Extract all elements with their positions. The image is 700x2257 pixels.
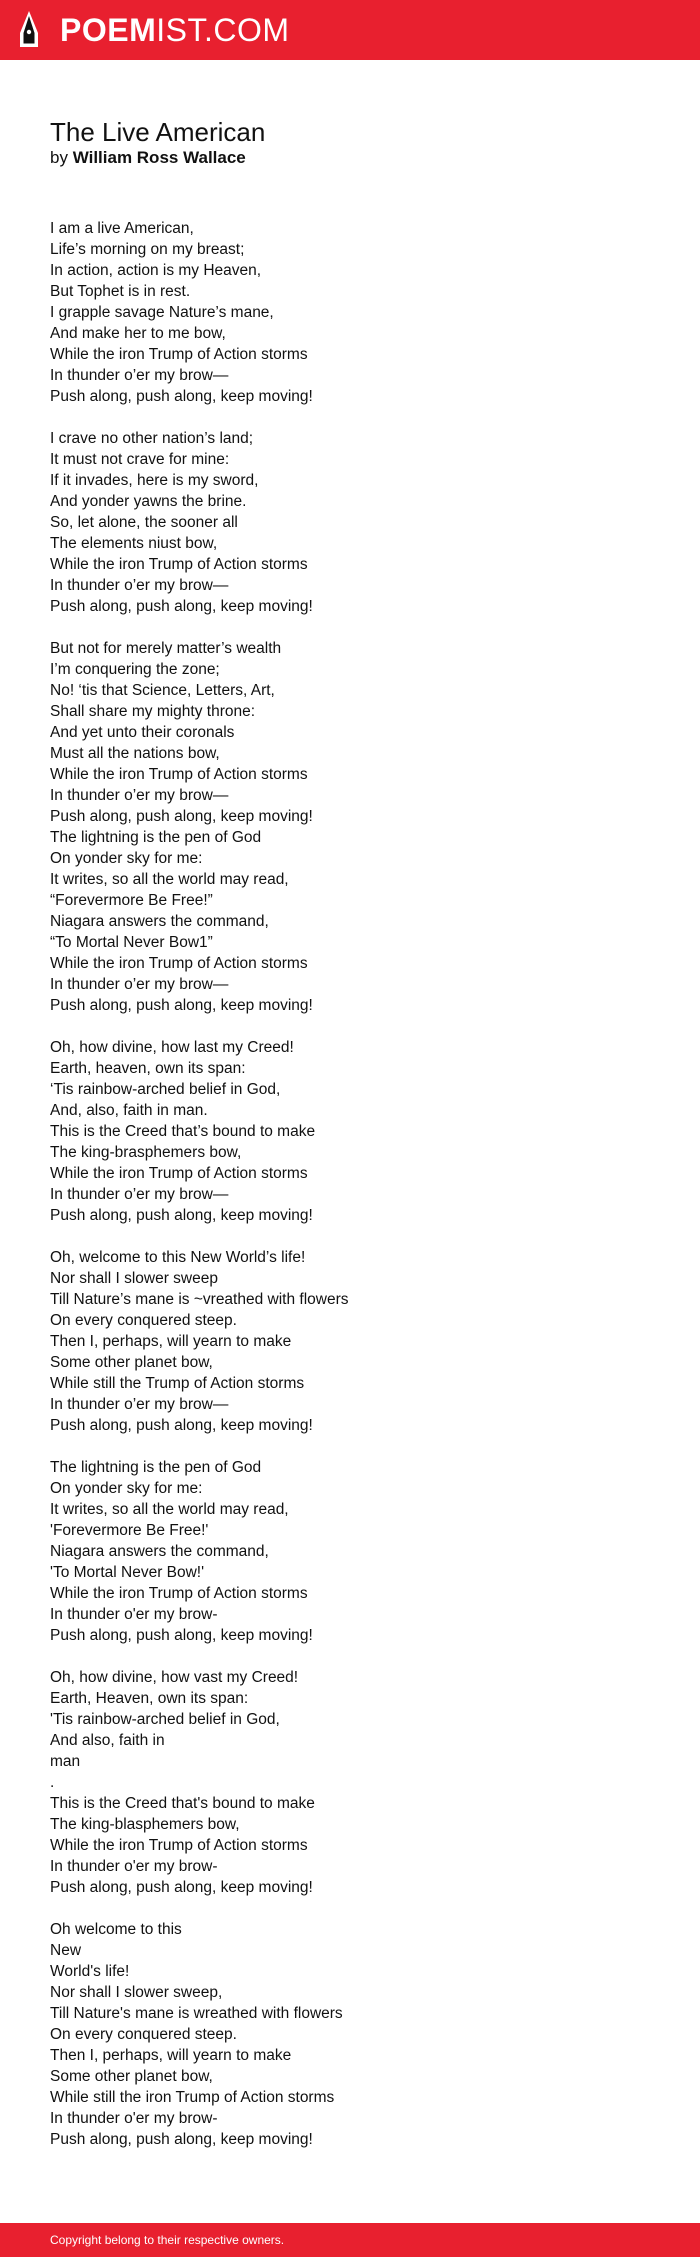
- poem-line: Life’s morning on my breast;: [50, 241, 245, 258]
- poem-line: New: [50, 1942, 82, 1959]
- stanza-break: [50, 1226, 650, 1247]
- poem-line: While still the iron Trump of Action storms: [50, 2089, 335, 2106]
- stanza-break: [50, 407, 650, 428]
- poem-line: The lightning is the pen of God: [50, 829, 262, 846]
- poem-line: I crave no other nation’s land;: [50, 430, 254, 447]
- poem-line: Push along, push along, keep moving!: [50, 1627, 313, 1644]
- poem-line: The king-blasphemers bow,: [50, 1816, 240, 1833]
- poem-line: So, let alone, the sooner all: [50, 514, 238, 531]
- poem-line: And, also, faith in man.: [50, 1102, 208, 1119]
- poem-line: 'To Mortal Never Bow!': [50, 1564, 205, 1581]
- poem-line: While still the Trump of Action storms: [50, 1375, 305, 1392]
- poem-line: Push along, push along, keep moving!: [50, 1417, 313, 1434]
- poem-line: 'Tis rainbow-arched belief in God,: [50, 1711, 280, 1728]
- stanza-break: [50, 1898, 650, 1919]
- poem-line: 'Forevermore Be Free!': [50, 1522, 209, 1539]
- stanza-break: [50, 1436, 650, 1457]
- poem-line: In thunder o’er my brow—: [50, 1186, 229, 1203]
- stanza-break: [50, 1016, 650, 1037]
- poem-line: Push along, push along, keep moving!: [50, 1207, 313, 1224]
- poem-line: No! ‘tis that Science, Letters, Art,: [50, 682, 275, 699]
- poem-line: The king-brasphemers bow,: [50, 1144, 242, 1161]
- by-label: by: [50, 148, 68, 167]
- poem-line: And make her to me bow,: [50, 325, 226, 342]
- poem-line: Nor shall I slower sweep: [50, 1270, 218, 1287]
- poem-line: And yet unto their coronals: [50, 724, 235, 741]
- poem-line: But Tophet is in rest.: [50, 283, 191, 300]
- poem-line: In action, action is my Heaven,: [50, 262, 262, 279]
- site-footer: [0, 2223, 700, 2257]
- poem-line: .: [50, 1774, 55, 1791]
- poem-line: It writes, so all the world may read,: [50, 871, 289, 888]
- logo-bold-text: POEM: [60, 12, 157, 48]
- poem-line: In thunder o’er my brow—: [50, 367, 229, 384]
- poem-line: While the iron Trump of Action storms: [50, 346, 308, 363]
- poem-line: And yonder yawns the brine.: [50, 493, 247, 510]
- poem-line: While the iron Trump of Action storms: [50, 1585, 308, 1602]
- poem-line: In thunder o'er my brow-: [50, 2110, 218, 2127]
- poem-line: Niagara answers the command,: [50, 1543, 269, 1560]
- poem-line: Oh welcome to this: [50, 1921, 182, 1938]
- site-header: [0, 0, 700, 60]
- stanza-break: [50, 1646, 650, 1667]
- poem-line: The lightning is the pen of God: [50, 1459, 262, 1476]
- poem-byline: [50, 146, 246, 170]
- poem-line: Then I, perhaps, will yearn to make: [50, 2047, 292, 2064]
- poem-line: On every conquered steep.: [50, 2026, 237, 2043]
- poem-line: This is the Creed that’s bound to make: [50, 1123, 316, 1140]
- poem-line: In thunder o'er my brow-: [50, 1606, 218, 1623]
- poem-line: I am a live American,: [50, 220, 194, 237]
- poem-line: Earth, Heaven, own its span:: [50, 1690, 249, 1707]
- poem-line: It writes, so all the world may read,: [50, 1501, 289, 1518]
- poem-line: In thunder o’er my brow—: [50, 976, 229, 993]
- poem-line: Push along, push along, keep moving!: [50, 997, 313, 1014]
- poem-title: The Live American: [50, 117, 266, 147]
- poem-line: If it invades, here is my sword,: [50, 472, 259, 489]
- poem-line: While the iron Trump of Action storms: [50, 955, 308, 972]
- poem-line: On yonder sky for me:: [50, 1480, 203, 1497]
- poem-line: And also, faith in: [50, 1732, 165, 1749]
- poem-line: While the iron Trump of Action storms: [50, 766, 308, 783]
- poem-line: Push along, push along, keep moving!: [50, 388, 313, 405]
- poem-line: Till Nature's mane is wreathed with flowers: [50, 2005, 343, 2022]
- poem-line: Nor shall I slower sweep,: [50, 1984, 223, 2001]
- poem-line: In thunder o’er my brow—: [50, 1396, 229, 1413]
- poem-line: I grapple savage Nature’s mane,: [50, 304, 274, 321]
- poem-line: Oh, how divine, how vast my Creed!: [50, 1669, 299, 1686]
- poem-line: Till Nature’s mane is ~vreathed with flowers: [50, 1291, 349, 1308]
- poem-line: But not for merely matter’s wealth: [50, 640, 282, 657]
- poem-line: While the iron Trump of Action storms: [50, 556, 308, 573]
- poem-line: Oh, welcome to this New World’s life!: [50, 1249, 306, 1266]
- poem-line: On every conquered steep.: [50, 1312, 237, 1329]
- author-name[interactable]: William Ross Wallace: [72, 148, 246, 167]
- poem-line: In thunder o’er my brow—: [50, 787, 229, 804]
- poem-line: “Forevermore Be Free!”: [50, 892, 213, 909]
- poem-line: Niagara answers the command,: [50, 913, 269, 930]
- poem-line: In thunder o’er my brow—: [50, 577, 229, 594]
- poem-line: Some other planet bow,: [50, 1354, 213, 1371]
- poem-line: Push along, push along, keep moving!: [50, 1879, 313, 1896]
- site-logo[interactable]: [60, 10, 290, 50]
- poem-line: Push along, push along, keep moving!: [50, 2131, 313, 2148]
- poem-line: On yonder sky for me:: [50, 850, 203, 867]
- stanza-break: [50, 617, 650, 638]
- poem-line: Push along, push along, keep moving!: [50, 598, 313, 615]
- poem-line: “To Mortal Never Bow1”: [50, 934, 213, 951]
- pen-nib-logo-icon[interactable]: [17, 10, 41, 50]
- poem-line: Then I, perhaps, will yearn to make: [50, 1333, 292, 1350]
- copyright-notice: Copyright belong to their respective owners.: [50, 2233, 285, 2247]
- poem-line: This is the Creed that's bound to make: [50, 1795, 315, 1812]
- poem-line: It must not crave for mine:: [50, 451, 230, 468]
- poem-line: Oh, how divine, how last my Creed!: [50, 1039, 294, 1056]
- poem-line: Some other planet bow,: [50, 2068, 213, 2085]
- poem-line: ‘Tis rainbow-arched belief in God,: [50, 1081, 281, 1098]
- poem-line: World's life!: [50, 1963, 130, 1980]
- poem-line: man: [50, 1753, 81, 1770]
- logo-light-text: IST.COM: [156, 12, 290, 48]
- poem-line: While the iron Trump of Action storms: [50, 1165, 308, 1182]
- poem-line: Push along, push along, keep moving!: [50, 808, 313, 825]
- poem-line: While the iron Trump of Action storms: [50, 1837, 308, 1854]
- poem-line: Must all the nations bow,: [50, 745, 220, 762]
- poem-line: Earth, heaven, own its span:: [50, 1060, 246, 1077]
- poem-body: [50, 218, 650, 2150]
- poem-line: I’m conquering the zone;: [50, 661, 220, 678]
- poem-line: Shall share my mighty throne:: [50, 703, 256, 720]
- poem-line: In thunder o'er my brow-: [50, 1858, 218, 1875]
- poem-line: The elements niust bow,: [50, 535, 218, 552]
